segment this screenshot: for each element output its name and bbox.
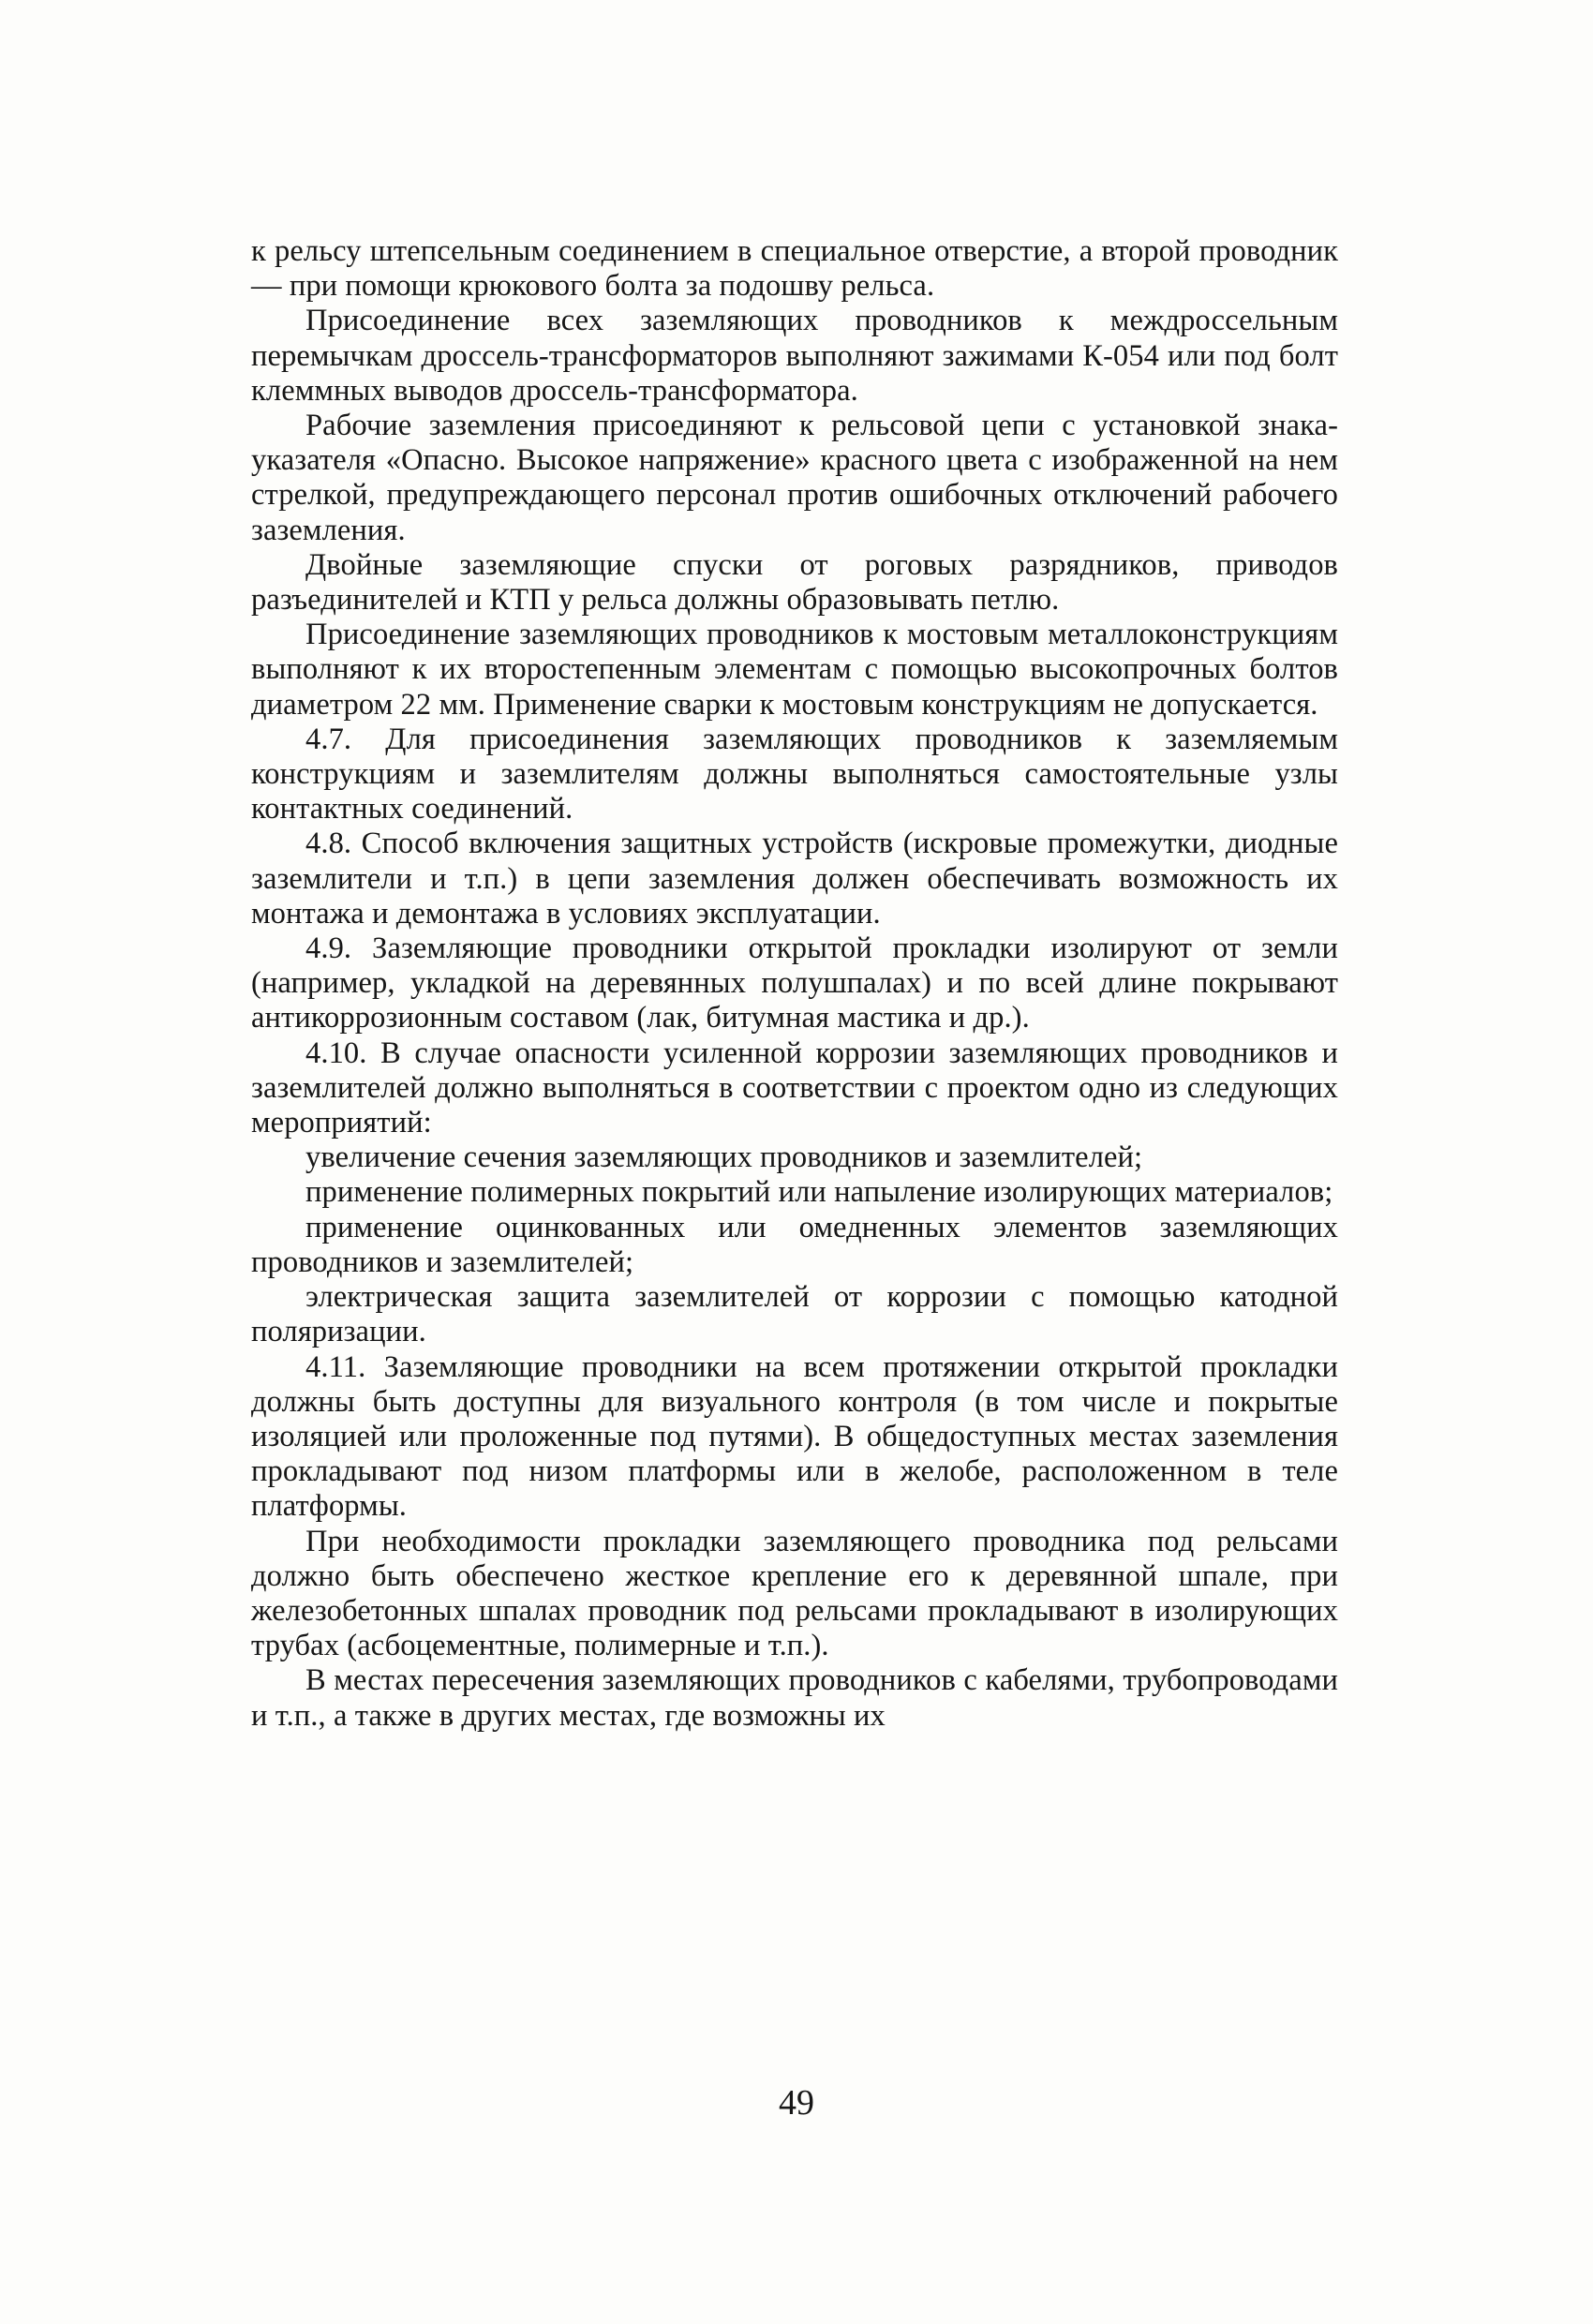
clause-4-11: 4.11. Заземляющие проводники на всем протяжении открытой прокладки должны быть доступны для визуального контроля (в том числе и покрытые изоляцией или проложенные под путями). В общедоступных местах заземления прокладывают под низом платформы или в желобе, расположенном в теле платформы. [251,1349,1338,1524]
clause-4-9: 4.9. Заземляющие проводники открытой прокладки изолируют от земли (например, укладкой на деревянных полушпалах) и по всей длине покрывают антикоррозионным составом (лак, битумная мастика и др.). [251,931,1338,1035]
paragraph-working-grounding: Рабочие заземления присоединяют к рельсовой цепи с установкой знака-указателя «Опасно. Высокое напряжение» красного цвета с изображенной на нем стрелкой, предупреждающего персонал против ошибочных отключений рабочего заземления. [251,409,1338,547]
measure-item-1: увеличение сечения заземляющих проводников и заземлителей; [305,1140,1143,1175]
paragraph-bridge-structures: Присоединение заземляющих проводников к мостовым металлоконструкциям выполняют к их второстепенным элементам с помощью высокопрочных болтов диаметром 22 мм. Применение сварки к мостовым конструкциям не допускается. [251,618,1338,722]
body-text [251,234,1338,1734]
clause-4-7: 4.7. Для присоединения заземляющих проводников к заземляемым конструкциям и заземлителям должны выполняться самостоятельные узлы контактных соединений. [251,722,1338,827]
paragraph-crossings: В местах пересечения заземляющих проводников с кабелями, трубопроводами и т.п., а также в других местах, где возможны их [251,1663,1338,1733]
page-number: 49 [779,2083,814,2123]
paragraph-double-descents: Двойные заземляющие спуски от роговых разрядников, приводов разъединителей и КТП у рельса должны образовывать петлю. [251,547,1338,618]
measure-item-4: электрическая защита заземлителей от коррозии с помощью катодной поляризации. [251,1280,1338,1349]
paragraph-under-rails: При необходимости прокладки заземляющего проводника под рельсами должно быть обеспечено жесткое крепление его к деревянной шпале, при железобетонных шпалах проводник под рельсами прокладывают в изолирующих трубах (асбоцементные, полимерные и т.п.). [251,1524,1338,1663]
clause-4-10: 4.10. В случае опасности усиленной коррозии заземляющих проводников и заземлителей должно выполняться в соответствии с проектом одно из следующих мероприятий: [251,1035,1338,1140]
measure-item-2: применение полимерных покрытий или напыление изолирующих материалов; [305,1175,1333,1210]
paragraph-continuation: к рельсу штепсельным соединением в специальное отверстие, а второй проводник — при помощи крюкового болта за подошву рельса. [251,234,1338,304]
paragraph-choke-connection: Присоединение всех заземляющих проводников к междроссельным перемычкам дроссель-трансформаторов выполняют зажимами К-054 или под болт клеммных выводов дроссель-трансформатора. [251,304,1338,408]
clause-4-8: 4.8. Способ включения защитных устройств (искровые промежутки, диодные заземлители и т.п.) в цепи заземления должен обеспечивать возможность их монтажа и демонтажа в условиях эксплуатации. [251,827,1338,931]
measure-item-3: применение оцинкованных или омедненных элементов заземляющих проводников и заземлителей; [251,1210,1338,1279]
